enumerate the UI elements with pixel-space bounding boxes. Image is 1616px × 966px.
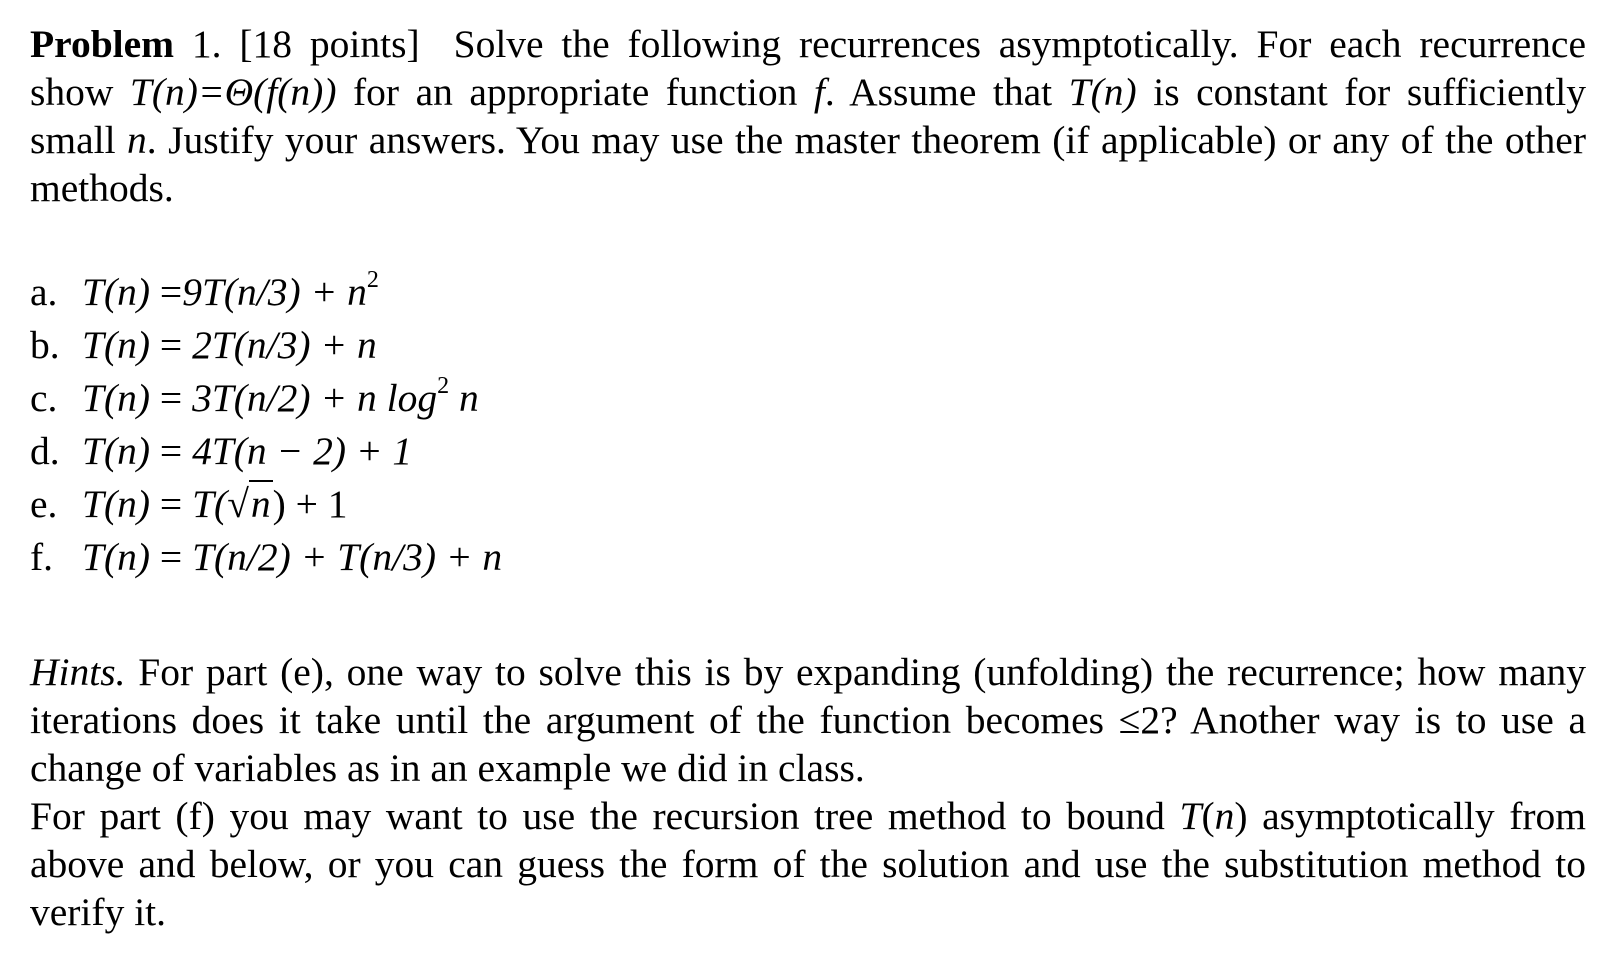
hint-paragraph-e: [30, 648, 1586, 792]
recurrence-d: [30, 425, 1586, 478]
sqrt-icon: √: [227, 482, 249, 526]
hints-lead: Hints.: [30, 650, 126, 694]
hint-paragraph-f: [30, 792, 1586, 936]
hint-f-paren-close: ): [1234, 794, 1248, 838]
recurrence-label: f.: [30, 535, 54, 579]
recurrence-rhs: T(n/2) + T(n/3) + n: [192, 535, 503, 579]
recurrence-label: c.: [30, 376, 58, 420]
recurrence-a: [30, 266, 1586, 319]
problem-number: 1: [191, 22, 212, 66]
recurrence-label: b.: [30, 323, 60, 367]
recurrence-lhs: T(n): [82, 270, 151, 314]
problem-points: [18 points]: [239, 22, 420, 66]
recurrence-list: [30, 266, 1586, 584]
recurrence-lhs: T(n): [82, 323, 151, 367]
recurrence-label: d.: [30, 429, 60, 473]
intro-text-4: is constant for sufficiently small: [30, 70, 1587, 162]
intro-text-5: . Justify your answers. You may use the master theorem (if applicable) or any of the other methods.: [30, 118, 1586, 210]
recurrence-label: e.: [30, 482, 58, 526]
tn-term: T(n): [1068, 70, 1137, 114]
recurrence-rhs-tail: n: [449, 376, 479, 420]
recurrence-rhs-pre: T(: [192, 482, 228, 526]
recurrence-equals: =: [150, 323, 193, 367]
target-form: T(n)=Θ(f(n)): [129, 70, 337, 114]
intro-text-1: Solve the following recurrences asymptotically. For each recurrence show: [30, 22, 1587, 114]
recurrence-equals: =: [150, 429, 193, 473]
square-root: [227, 478, 272, 531]
recurrence-rhs: 3T(n/2) + n log: [192, 376, 438, 420]
problem-page: [30, 20, 1586, 936]
hints-section: [30, 648, 1586, 936]
hint-e-text: For part (e), one way to solve this is by expanding (unfolding) the recurrence; how many iterations does it take until the argument of the function becomes ≤2? Another way is to use a change of variables as in an example we did in class.: [30, 650, 1586, 790]
hint-f-text-a: For part (f) you may want to use the recursion tree method to bound: [30, 794, 1180, 838]
recurrence-b: [30, 319, 1586, 372]
recurrence-rhs: 4T(n − 2) + 1: [192, 429, 413, 473]
n-variable: n: [127, 118, 147, 162]
recurrence-lhs: T(n): [82, 429, 151, 473]
f-variable: f: [813, 70, 825, 114]
recurrence-lhs: T(n): [82, 482, 151, 526]
intro-text-2: for an appropriate function: [336, 70, 814, 114]
recurrence-lhs: T(n): [82, 376, 151, 420]
recurrence-equals: =: [150, 270, 183, 314]
recurrence-f: [30, 531, 1586, 584]
recurrence-exponent: 2: [437, 373, 450, 399]
recurrence-c: [30, 372, 1586, 425]
recurrence-rhs: 9T(n/3) + n: [182, 270, 367, 314]
recurrence-e: [30, 478, 1586, 531]
intro-text-3: . Assume that: [824, 70, 1069, 114]
recurrence-equals: =: [150, 482, 193, 526]
recurrence-rhs: 2T(n/3) + n: [192, 323, 377, 367]
problem-title: Problem: [30, 22, 175, 66]
recurrence-exponent: 2: [366, 267, 379, 293]
hint-f-n: n: [1214, 794, 1235, 838]
recurrence-equals: =: [150, 376, 193, 420]
recurrence-equals: =: [150, 535, 193, 579]
recurrence-rhs-post: ) + 1: [272, 482, 348, 526]
problem-intro: Problem 1. [18 points] Solve the following recurrences asymptotically. For each recurrence show T(n)=Θ(f(n)) for an appropriate function f. Assume that T(n) is constant for sufficiently small n. Justify your answers. You may use the master theorem (if applicable) or any of the other methods.: [30, 22, 1587, 210]
recurrence-lhs: T(n): [82, 535, 151, 579]
hint-f-paren-open: (: [1201, 794, 1215, 838]
hint-f-text-b: asymptotically from above and below, or you can guess the form of the solution and use the substitution method to verify it.: [30, 794, 1586, 934]
sqrt-argument: n: [250, 482, 271, 526]
recurrence-label: a.: [30, 270, 58, 314]
hint-f-t: T: [1179, 794, 1202, 838]
